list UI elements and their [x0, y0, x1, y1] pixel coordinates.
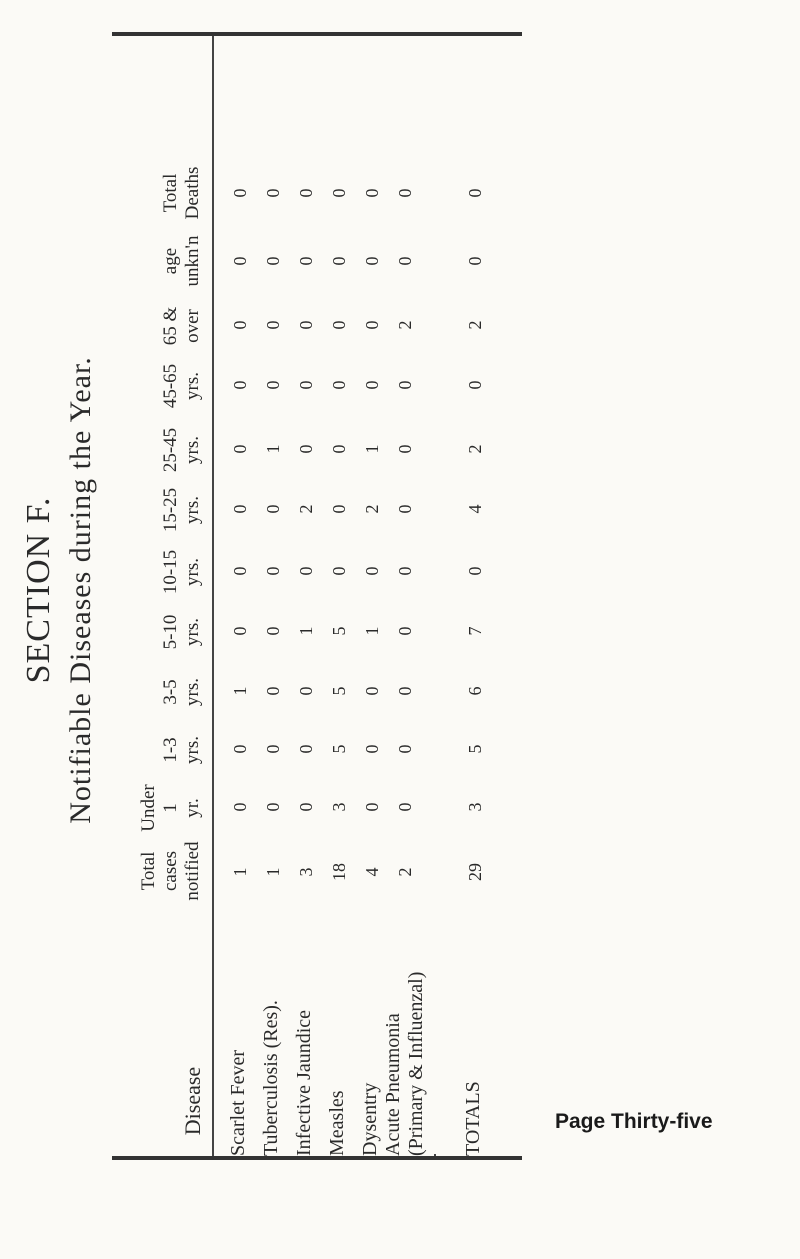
- table-cell: 0: [329, 380, 349, 390]
- table-cell: 0: [263, 504, 283, 514]
- table-cell: 0: [296, 320, 316, 330]
- header-age-unknown: age unkn'n: [160, 235, 203, 287]
- table-cell: 0: [263, 320, 283, 330]
- table-cell: 1: [230, 867, 250, 877]
- table-cell: 0: [296, 566, 316, 576]
- table-cell: 18: [329, 863, 349, 881]
- row-disease-label: [227, 1050, 250, 1156]
- table-cell: 0: [395, 380, 415, 390]
- section-title: SECTION F.: [20, 496, 57, 684]
- table-cell: 0: [263, 686, 283, 696]
- table-cell: 0: [395, 802, 415, 812]
- table-cell: 0: [362, 802, 382, 812]
- table-cell: 0: [362, 744, 382, 754]
- table-cell: 0: [329, 320, 349, 330]
- table-cell: 4: [362, 867, 382, 877]
- table-cell: 0: [230, 380, 250, 390]
- totals-cell: 29: [465, 863, 485, 881]
- table-cell: 1: [362, 444, 382, 454]
- header-65-over: 65 & over: [160, 306, 203, 346]
- table-cell: 0: [263, 744, 283, 754]
- table-cell: 1: [230, 686, 250, 696]
- table-cell: 0: [395, 626, 415, 636]
- table-cell: 0: [296, 444, 316, 454]
- totals-cell: 6: [465, 686, 485, 696]
- table-subtitle: Notifiable Diseases during the Year.: [64, 356, 97, 824]
- table-cell: 0: [362, 380, 382, 390]
- table-cell: 0: [395, 256, 415, 266]
- header-5-10: 5-10 yrs.: [160, 614, 203, 650]
- table-cell: 0: [296, 686, 316, 696]
- table-cell: 1: [263, 867, 283, 877]
- disease-name: Measles: [326, 1090, 348, 1156]
- table-cell: 0: [263, 626, 283, 636]
- table-cell: 0: [263, 188, 283, 198]
- table-cell: 2: [296, 504, 316, 514]
- table-cell: 0: [263, 256, 283, 266]
- table-cell: 0: [230, 320, 250, 330]
- table-cell: 2: [395, 320, 415, 330]
- table-cell: 0: [263, 566, 283, 576]
- table-cell: 0: [230, 802, 250, 812]
- table-cell: 0: [395, 188, 415, 198]
- disease-name: Tuberculosis (Res).: [260, 1000, 282, 1156]
- table-cell: 0: [362, 188, 382, 198]
- table-cell: 5: [329, 744, 349, 754]
- table-cell: 1: [263, 444, 283, 454]
- totals-cell: 5: [465, 744, 485, 754]
- totals-cell: 0: [465, 256, 485, 266]
- table-cell: 0: [395, 744, 415, 754]
- header-25-45: 25-45 yrs.: [160, 427, 203, 473]
- table-cell: 0: [263, 802, 283, 812]
- table-cell: 3: [329, 802, 349, 812]
- table-cell: 0: [296, 256, 316, 266]
- table-cell: 0: [296, 802, 316, 812]
- table-cell: 0: [230, 256, 250, 266]
- totals-cell: 0: [465, 188, 485, 198]
- row-disease-label: [326, 1090, 349, 1156]
- totals-divider: [434, 1154, 436, 1156]
- disease-name-detail: (Primary & Influenzal): [405, 971, 427, 1156]
- table-cell: 0: [329, 566, 349, 576]
- row-disease-label: [293, 1010, 316, 1156]
- totals-cell: 3: [465, 802, 485, 812]
- table-cell: 0: [296, 744, 316, 754]
- rotated-table-page: [20, 20, 740, 1160]
- table-cell: 0: [263, 380, 283, 390]
- table-cell: 2: [362, 504, 382, 514]
- table-cell: 0: [230, 188, 250, 198]
- disease-name: Acute Pneumonia: [382, 1013, 404, 1156]
- table-cell: 0: [362, 320, 382, 330]
- table-cell: 5: [329, 686, 349, 696]
- row-disease-label: [382, 972, 428, 1156]
- totals-label: TOTALS: [462, 1081, 484, 1156]
- header-disease: Disease: [180, 1066, 205, 1136]
- table-cell: 0: [230, 504, 250, 514]
- table-cell: 0: [395, 566, 415, 576]
- header-45-65: 45-65 yrs.: [160, 363, 203, 409]
- table-cell: 0: [296, 380, 316, 390]
- page-footer: Page Thirty-five: [555, 1110, 713, 1133]
- table-cell: 0: [329, 504, 349, 514]
- table-cell: 5: [329, 626, 349, 636]
- totals-cell: 4: [465, 504, 485, 514]
- table-cell: 0: [230, 566, 250, 576]
- totals-cell: 7: [465, 626, 485, 636]
- totals-cell: 2: [465, 320, 485, 330]
- disease-name: Scarlet Fever: [227, 1049, 249, 1156]
- header-1-3: 1-3 yrs.: [160, 736, 203, 764]
- totals-cell: 0: [465, 566, 485, 576]
- table-cell: 0: [362, 686, 382, 696]
- header-total-cases: Total cases notified: [138, 841, 203, 901]
- totals-cell: 2: [465, 444, 485, 454]
- table-cell: 0: [395, 444, 415, 454]
- header-3-5: 3-5 yrs.: [160, 678, 203, 706]
- header-15-25: 15-25 yrs.: [160, 487, 203, 533]
- table-cell: 3: [296, 867, 316, 877]
- table-cell: 0: [362, 256, 382, 266]
- table-cell: 1: [362, 626, 382, 636]
- table-cell: 0: [230, 444, 250, 454]
- row-disease-label: [260, 1000, 283, 1156]
- table-cell: 0: [395, 504, 415, 514]
- row-disease-label: [359, 1083, 382, 1156]
- table-cell: 0: [230, 626, 250, 636]
- table-cell: 0: [329, 188, 349, 198]
- header-under-1: Under 1 yr.: [138, 784, 203, 832]
- table-cell: 0: [362, 566, 382, 576]
- table-cell: 0: [329, 256, 349, 266]
- table-cell: 0: [395, 686, 415, 696]
- totals-cell: 0: [465, 380, 485, 390]
- table-cell: 2: [395, 867, 415, 877]
- table-cell: 1: [296, 626, 316, 636]
- header-10-15: 10-15 yrs.: [160, 549, 203, 595]
- disease-name: Infective Jaundice: [293, 1009, 315, 1156]
- header-total-deaths: Total Deaths: [160, 166, 203, 220]
- disease-name: Dysentry: [359, 1082, 381, 1156]
- disease-table: [112, 32, 522, 1160]
- table-cell: 0: [296, 188, 316, 198]
- table-cell: 0: [329, 444, 349, 454]
- table-cell: 0: [230, 744, 250, 754]
- header-divider: [212, 36, 214, 1156]
